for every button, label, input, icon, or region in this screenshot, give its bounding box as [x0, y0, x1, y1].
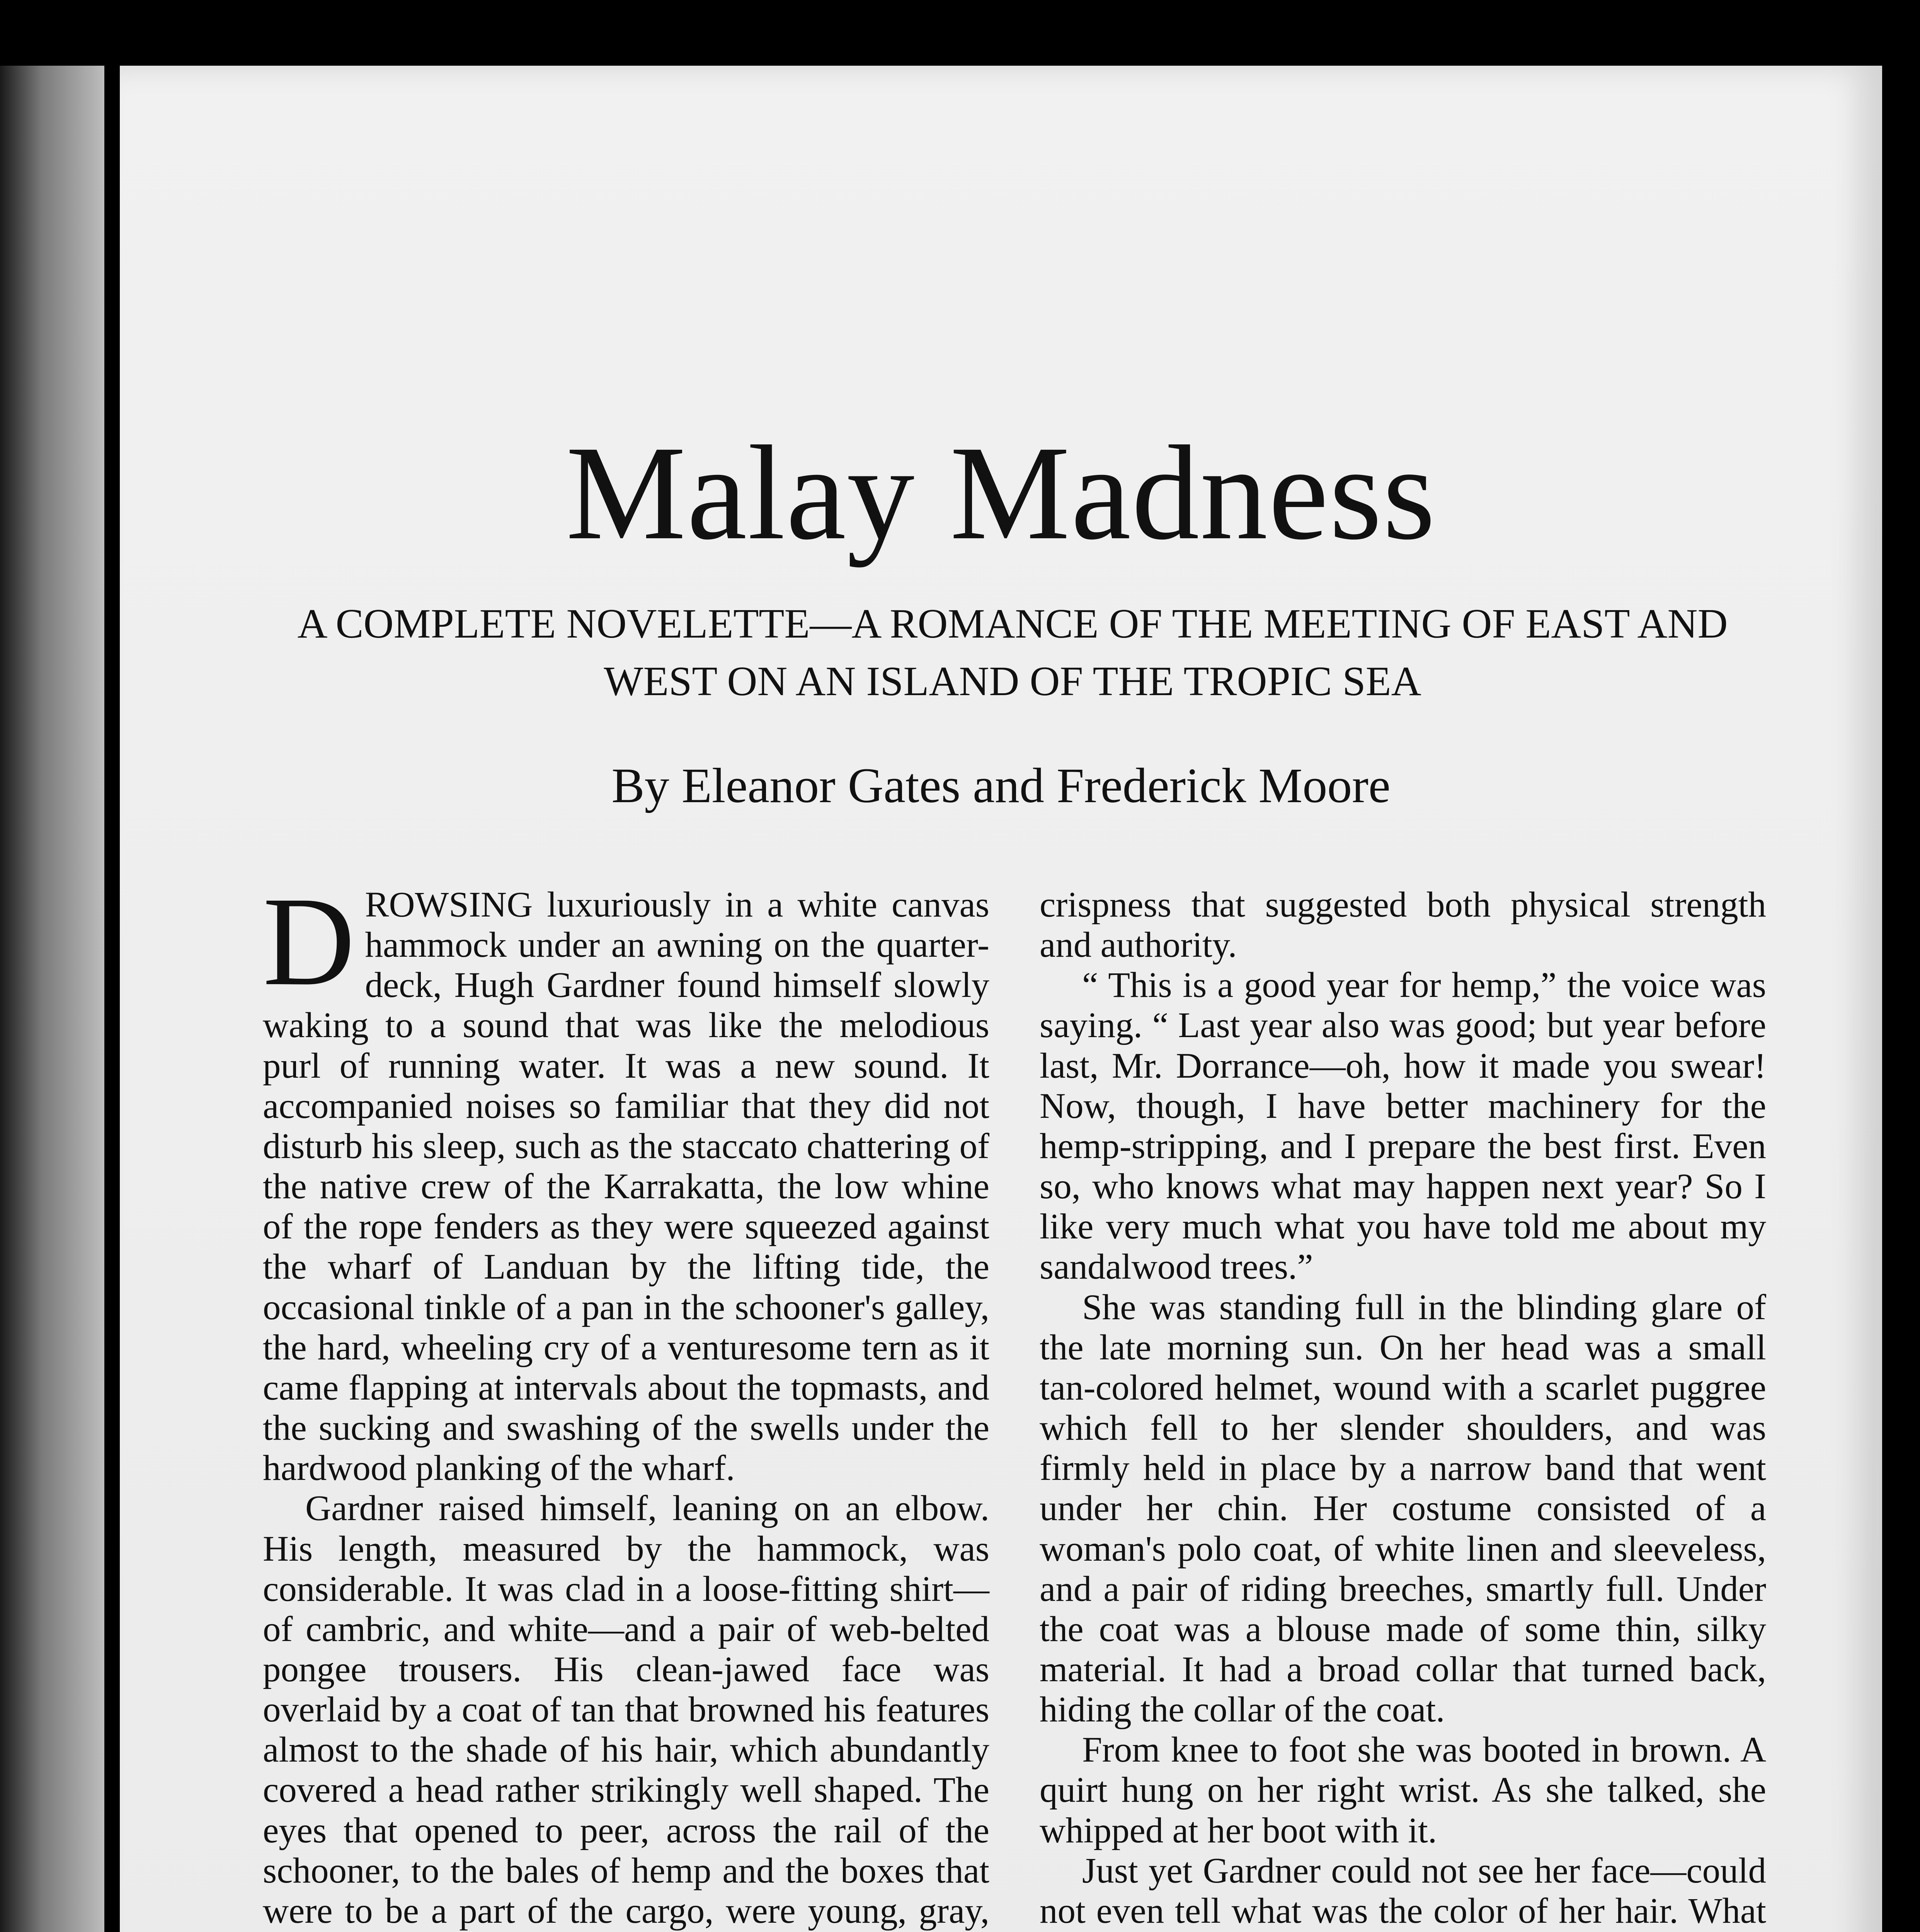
- text-column-left: [263, 871, 989, 1932]
- paragraph: “ This is a good year for hemp,” the voice was saying. “ Last year also was good; but year before last, Mr. Dorrance—oh, how it made you swear! Now, though, I have better machinery for the hemp-stripping, and I prepare the best first. Even so, who knows what may happen next year? So I like very much what you have told me about my sandalwood trees.”: [1040, 965, 1766, 1287]
- paragraph: Gardner raised himself, leaning on an elbow. His length, measured by the hammock, was considerable. It was clad in a loose-fitting shirt—of cambric, and white—and a pair of web-belted pongee trousers. His clean-jawed face was overlaid by a coat of tan that browned his features almost to the shade of his hair, which abundantly covered a head rather strikingly well shaped. The eyes that opened to peer, across the rail of the schooner, to the bales of hemp and the boxes that were to be a part of the cargo, were young, gray,: [263, 1488, 989, 1931]
- drop-cap: D: [263, 871, 355, 1012]
- paragraph: From knee to foot she was booted in brown. A quirt hung on her right wrist. As she talked, she whipped at her boot with it.: [1040, 1730, 1766, 1850]
- paragraph: crispness that suggested both physical strength and authority.: [1040, 885, 1766, 965]
- magazine-page: [120, 66, 1882, 1932]
- article-title: Malay Madness: [566, 418, 1436, 568]
- text-column-right: [1040, 885, 1766, 1932]
- paragraph: She was standing full in the blinding glare of the late morning sun. On her head was a small tan-colored helmet, wound with a scarlet puggree which fell to her slender shoulders, and was firmly held in place by a narrow band that went under her chin. Her costume consisted of a woman's polo coat, of white linen and sleeveless, and a pair of riding breeches, smartly full. Under the coat was a blouse made of some thin, silky material. It had a broad collar that turned back, hiding the collar of the coat.: [1040, 1287, 1766, 1730]
- paragraph-text: ROWSING luxuriously in a white canvas hammock under an awning on the quarter-deck, Hugh Gardner found himself slowly waking to a sound that was like the melodious purl of running water. It was a new sound. It accompanied noises so familiar that they did not disturb his sleep, such as the staccato chattering of the native crew of the Karrakatta, the low whine of the rope fenders as they were squeezed against the wharf of Landuan by the lifting tide, the occasional tinkle of a pan in the schooner's galley, the hard, wheeling cry of a venturesome tern as it came flapping at intervals about the topmasts, and the sucking and swashing of the swells under the hardwood planking of the wharf.: [263, 885, 989, 1488]
- facing-page-edge: [0, 66, 104, 1932]
- paragraph: [263, 871, 989, 1488]
- article-subtitle: A COMPLETE NOVELETTE—A ROMANCE OF THE MEETING OF EAST AND WEST ON AN ISLAND OF THE TROPIC SEA: [297, 601, 1728, 705]
- article-byline: By Eleanor Gates and Frederick Moore: [611, 758, 1391, 813]
- paragraph: Just yet Gardner could not see her face—could not even tell what was the color of her hair. What: [1040, 1850, 1766, 1931]
